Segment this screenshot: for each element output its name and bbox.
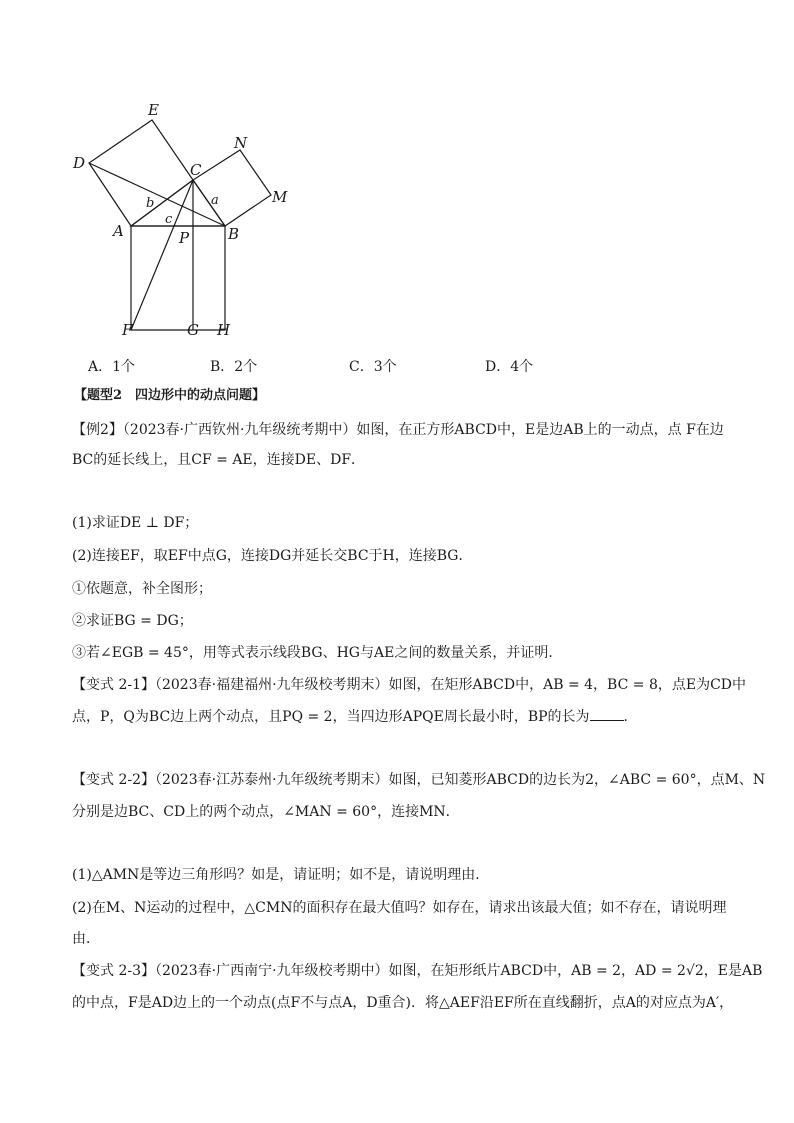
- label-n: N: [234, 134, 248, 152]
- answer-blank[interactable]: [590, 706, 624, 721]
- variant22-line2: 分别是边BC、CD上的两个动点，∠MAN = 60°，连接MN．: [72, 804, 460, 820]
- variant21-line1: 【变式 2-1】（2023春·福建福州·九年级校考期末）如图，在矩形ABCD中，AB = 4，BC = 8，点E为CD中: [72, 677, 747, 693]
- pythagorean-squares-diagram: [60, 95, 310, 345]
- label-e: E: [148, 101, 159, 119]
- example2-q2b: ②求证BG = DG；: [72, 613, 193, 629]
- example2-q2: (2)连接EF，取EF中点G，连接DG并延长交BC于H，连接BG．: [72, 548, 473, 564]
- label-c-side: c: [165, 212, 173, 227]
- label-g: G: [187, 321, 199, 339]
- label-a: A: [113, 222, 124, 240]
- variant21-line2: [72, 706, 638, 727]
- label-a-side: a: [211, 193, 219, 208]
- label-m: M: [272, 188, 288, 206]
- option-b[interactable]: B．2个: [210, 359, 258, 375]
- label-h: H: [217, 321, 231, 339]
- label-d: D: [73, 154, 86, 172]
- example2-q2a: ①依题意，补全图形；: [72, 581, 212, 597]
- label-c: C: [190, 161, 202, 179]
- variant23-line2: 的中点，F是AD边上的一个动点(点F不与点A，D重合)．将△AEF沿EF所在直线翻折，点A的对应点为A′，: [72, 995, 734, 1011]
- section-title: 【题型2 四边形中的动点问题】: [74, 388, 266, 403]
- square-abhf: [131, 226, 225, 330]
- option-c[interactable]: C．3个: [349, 359, 397, 375]
- label-b-side: b: [146, 196, 155, 211]
- option-d[interactable]: D．4个: [485, 359, 534, 375]
- label-b: B: [228, 225, 240, 243]
- variant22-q1: (1)△AMN是等边三角形吗？如是，请证明；如不是，请说明理由．: [72, 867, 490, 883]
- square-bcmn: [193, 150, 271, 226]
- variant21-line2-text: 点，P，Q为BC边上两个动点，且PQ = 2，当四边形APQE周长最小时，BP的长为: [72, 709, 590, 725]
- variant22-q2a: (2)在M、N运动的过程中，△CMN的面积存在最大值吗？如存在，请求出该最大值；如不存在，请说明理: [72, 900, 727, 916]
- variant22-line1: 【变式 2-2】（2023春·江苏泰州·九年级统考期末）如图，已知菱形ABCD的边长为2，∠ABC = 60°，点M、N: [72, 772, 766, 788]
- variant22-q2b: 由．: [72, 931, 100, 947]
- square-acde: [89, 120, 193, 226]
- example2-line2: BC的延长线上，且CF = AE，连接DE、DF．: [72, 452, 366, 468]
- geometry-figure: [60, 95, 310, 345]
- example2-q2c: ③若∠EGB = 45°，用等式表示线段BG、HG与AE之间的数量关系，并证明．: [72, 645, 563, 661]
- example2-q1: (1)求证DE ⊥ DF；: [72, 515, 199, 531]
- variant23-line1: 【变式 2-3】（2023春·广西南宁·九年级校考期中）如图，在矩形纸片ABCD中，AB = 2，AD = 2√2，E是AB: [72, 963, 763, 979]
- option-a[interactable]: A．1个: [88, 359, 136, 375]
- variant21-line2-end: ．: [623, 709, 638, 725]
- label-f: F: [122, 321, 133, 339]
- label-p: P: [179, 229, 190, 247]
- example2-line1: 【例2】（2023春·广西钦州·九年级统考期中）如图，在正方形ABCD中，E是边AB上的一动点，点 F在边: [72, 422, 724, 438]
